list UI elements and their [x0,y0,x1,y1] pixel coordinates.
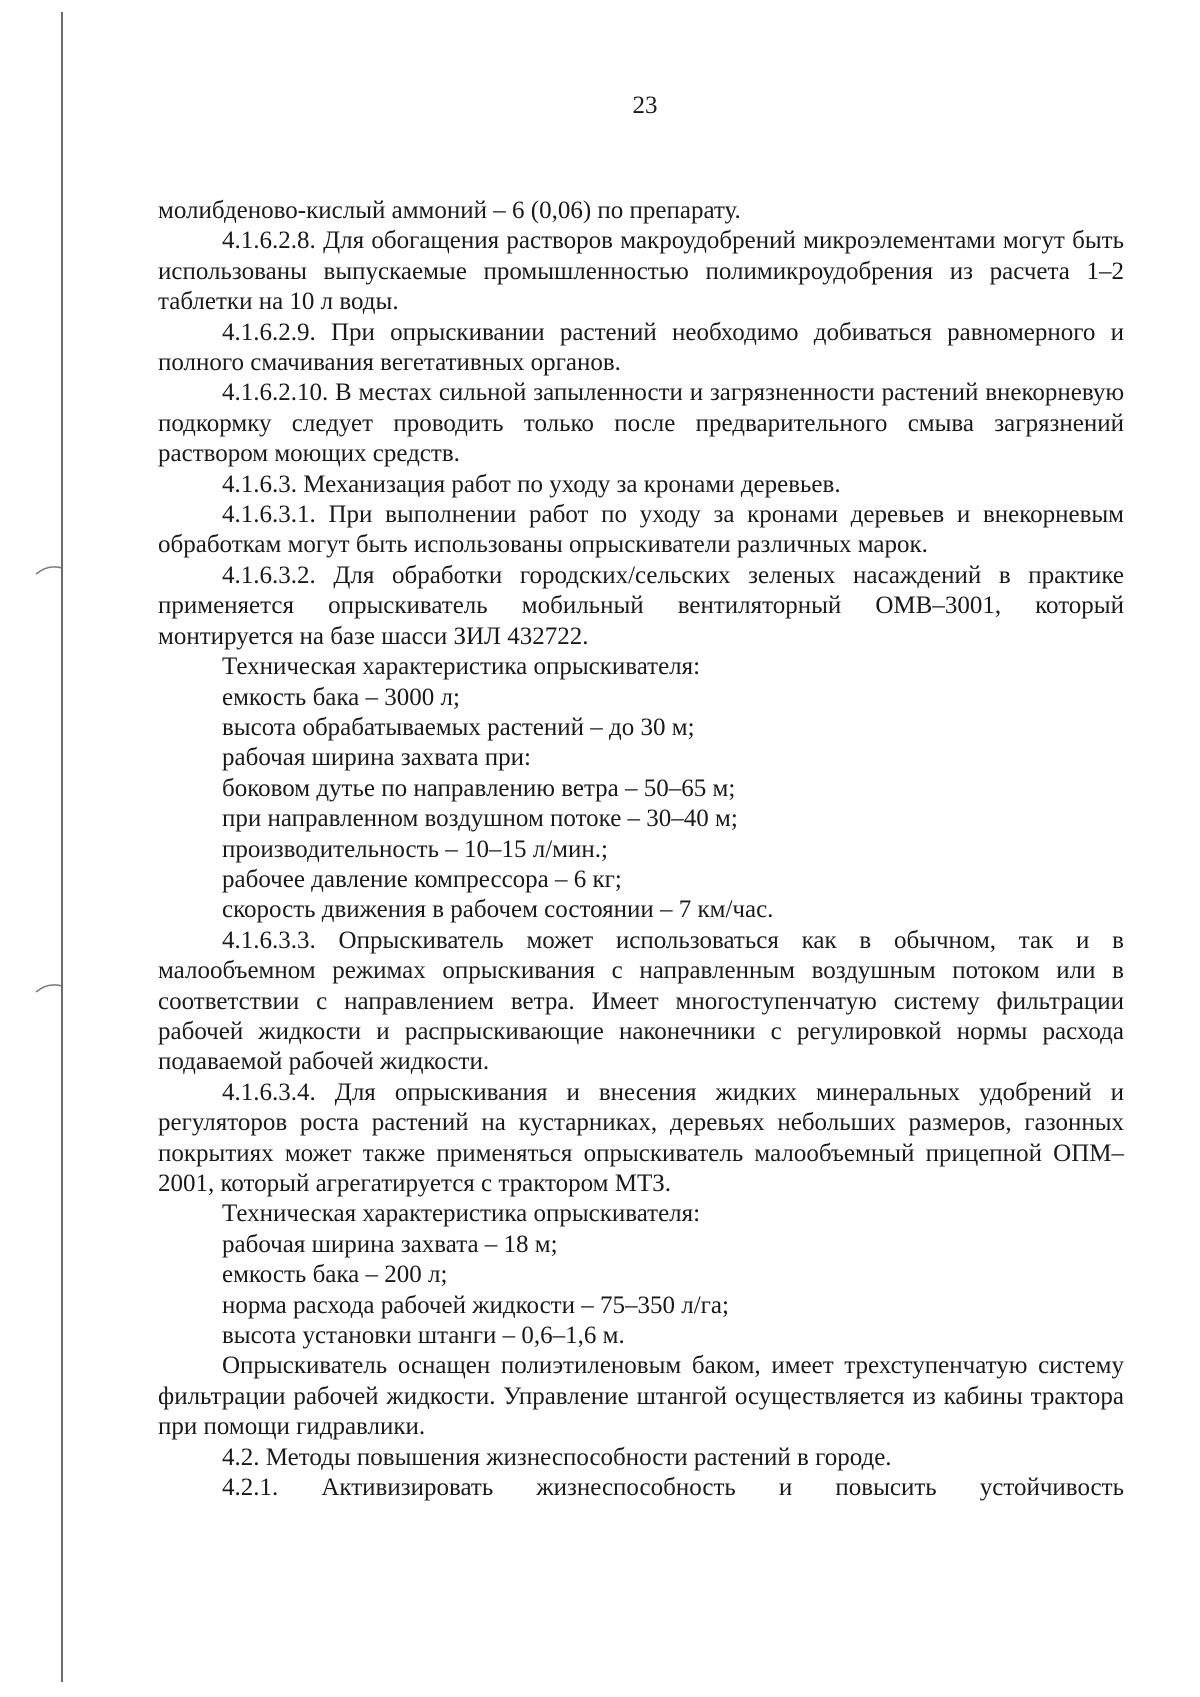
list-item: рабочая ширина захвата при: [222,744,531,772]
list-item: Техническая характеристика опрыскивателя: [222,1200,701,1228]
list-item: рабочая ширина захвата – 18 м; [222,1230,558,1258]
punch-mark [34,562,74,582]
paragraph: 4.1.6.2.10. В местах сильной запыленности и загрязненности растений внекорневую подкормку следует проводить только после предварительного смыва загрязнений раствором моющих средств. [158,379,1124,468]
list-item: рабочее давление компрессора – 6 кг; [222,865,622,893]
list-item: производительность – 10–15 л/мин.; [222,835,608,863]
punch-mark [34,980,74,1000]
paragraph: 4.1.6.3. Механизация работ по уходу за кронами деревьев. [222,470,841,498]
list-item: при направленном воздушном потоке – 30–40 м; [222,805,738,833]
list-item: норма расхода рабочей жидкости – 75–350 л/га; [222,1291,729,1319]
paragraph: 4.1.6.3.2. Для обработки городских/сельских зеленых насаждений в практике применяется опрыскиватель мобильный вентиляторный ОМВ–3001, который монтируется на базе шасси ЗИЛ 432722. [158,561,1124,650]
list-item: высота обрабатываемых растений – до 30 м; [222,713,695,741]
paragraph: 4.1.6.3.3. Опрыскиватель может использоваться как в обычном, так и в малообъемном режимах опрыскивания с направленным воздушным потоком или в соответствии с направлением ветра. Имеет многоступенчатую систему фильтрации рабочей жидкости и распрыскивающие наконечники с регулировкой нормы расхода подаваемой рабочей жидкости. [158,926,1124,1076]
paragraph: 4.1.6.2.8. Для обогащения растворов макроудобрений микроэлементами могут быть использованы выпускаемые промышленностью полимикроудобрения из расчета 1–2 таблетки на 10 л воды. [158,227,1124,316]
binding-line [61,12,63,1682]
list-item: емкость бака – 200 л; [222,1261,448,1289]
paragraph: 4.2. Методы повышения жизнеспособности растений в городе. [222,1443,892,1471]
list-item: емкость бака – 3000 л; [222,683,460,711]
paragraph: Опрыскиватель оснащен полиэтиленовым баком, имеет трехступенчатую систему фильтрации рабочей жидкости. Управление штангой осуществляется из кабины трактора при помощи гидравлики. [158,1352,1124,1441]
list-item: Техническая характеристика опрыскивателя: [222,653,701,681]
paragraph: 4.1.6.3.4. Для опрыскивания и внесения жидких минеральных удобрений и регуляторов роста растений на кустарниках, деревьях небольших размеров, газонных покрытиях может также применяться опрыскиватель малообъемный прицепной ОПМ–2001, который агрегатируется с трактором МТЗ. [158,1078,1124,1197]
list-item: боковом дутье по направлению ветра – 50–65 м; [222,774,736,802]
paragraph: 4.1.6.3.1. При выполнении работ по уходу за кронами деревьев и внекорневым обработкам могут быть использованы опрыскиватели различных марок. [158,501,1124,559]
document-body [158,196,1124,1503]
page-number: 23 [632,92,658,119]
list-item: высота установки штанги – 0,6–1,6 м. [222,1322,625,1350]
list-item: скорость движения в рабочем состоянии – 7 км/час. [222,896,774,924]
paragraph: молибденово-кислый аммоний – 6 (0,06) по препарату. [158,197,741,224]
paragraph: 4.1.6.2.9. При опрыскивании растений необходимо добиваться равномерного и полного смачивания вегетативных органов. [158,318,1124,377]
paragraph: 4.2.1. Активизировать жизнеспособность и повысить устойчивость [222,1474,1124,1502]
